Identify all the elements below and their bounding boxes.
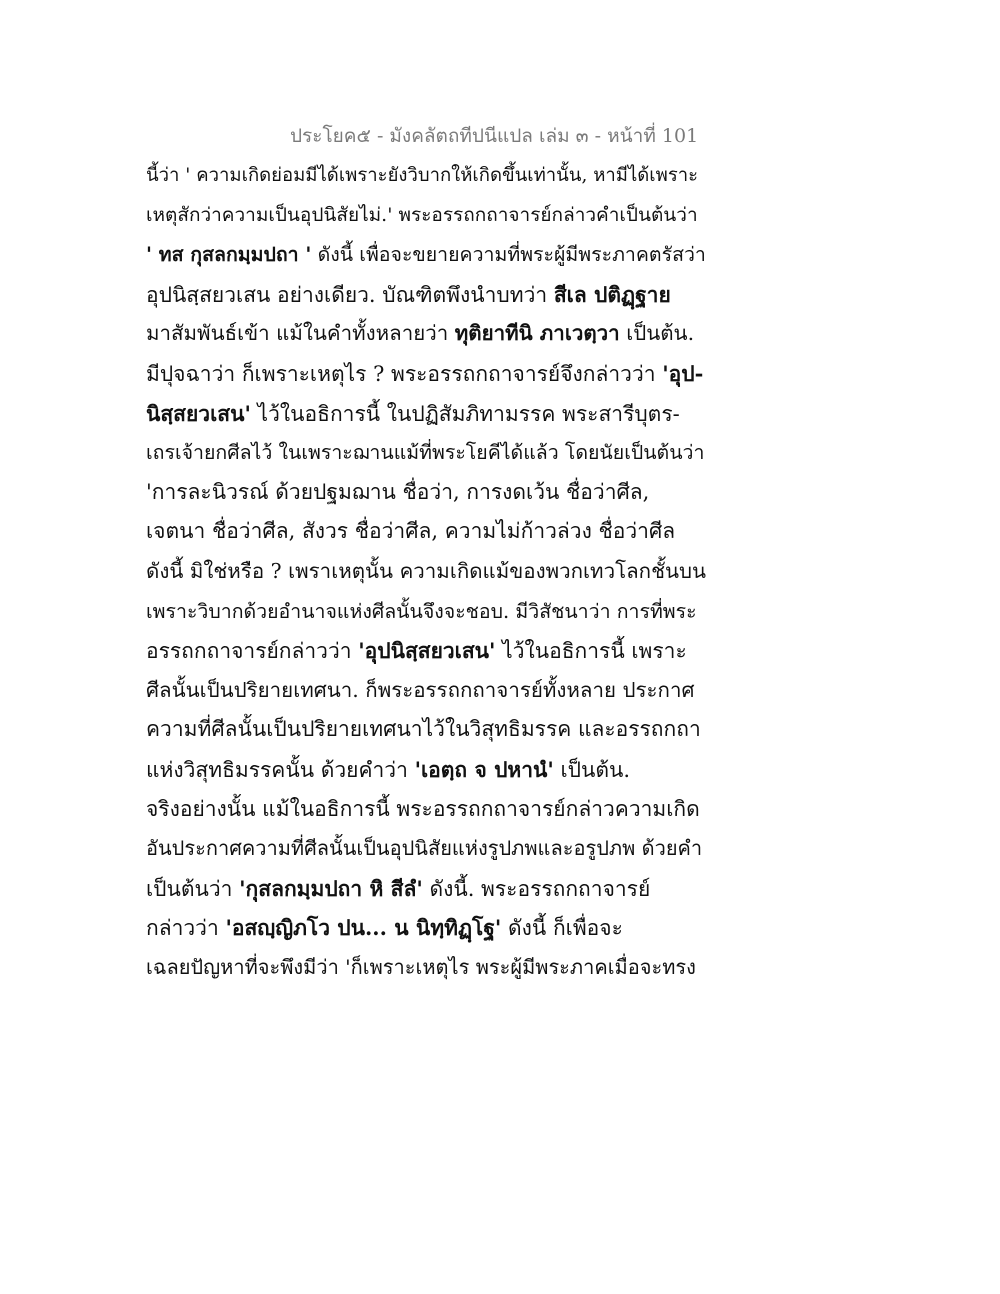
- pali-term: 'อุป-: [662, 360, 704, 386]
- text-line: [146, 790, 706, 830]
- text-run: ไว้ในอธิการนี้ ในปฏิสัมภิทามรรค พระสารีบุตร-: [250, 401, 680, 426]
- pali-term: สีเล ปติฏฺฐาย: [553, 281, 671, 307]
- text-run: ดังนี้ เพื่อจะขยายความที่พระผู้มีพระภาคตรัสว่า: [311, 243, 706, 267]
- text-line: [146, 710, 706, 750]
- text-run: มาสัมพันธ์เข้า แม้ในคำทั้งหลายว่า: [146, 321, 455, 346]
- text-line: [146, 235, 706, 275]
- text-run: จริงอย่างนั้น แม้ในอธิการนี้ พระอรรถกถาจารย์กล่าวความเกิด: [146, 796, 700, 821]
- text-run: เป็นต้น.: [619, 321, 695, 346]
- text-run: เจตนา ชื่อว่าศีล, สังวร ชื่อว่าศีล, ความไม่ก้าวล่วง ชื่อว่าศีล: [146, 519, 676, 544]
- text-line: [146, 433, 706, 473]
- pali-term: ทุติยาทีนิ ภาเวตฺวา: [454, 321, 620, 346]
- pali-term: 'เอตฺถ จ ปหานํ': [414, 756, 554, 782]
- text-line: [146, 156, 706, 196]
- text-run: เพราะวิบากด้วยอำนาจแห่งศีลนั้นจึงจะชอบ. มีวิสัชนาว่า การที่พระ: [146, 599, 697, 623]
- running-head: ประโยค๕ - มังคลัตถทีปนีแปล เล่ม ๓ - หน้าที่ 101: [290, 125, 699, 147]
- text-run: อุปนิสฺสยวเสน อย่างเดียว. บัณฑิตพึงนำบทว่า: [146, 282, 554, 307]
- text-line: [146, 512, 706, 552]
- text-run: เป็นต้นว่า: [146, 876, 240, 901]
- text-run: เถรเจ้ายกศีลไว้ ในเพราะฌานแม้ที่พระโยคีได้แล้ว โดยนัยเป็นต้นว่า: [146, 441, 705, 465]
- text-line: [146, 473, 706, 513]
- text-run: 'การละนิวรณ์ ด้วยปฐมฌาน ชื่อว่า, การงดเว้น ชื่อว่าศีล,: [146, 479, 650, 504]
- text-run: เฉลยปัญหาที่จะพึงมีว่า 'ก็เพราะเหตุไร พระผู้มีพระภาคเมื่อจะทรง: [146, 954, 696, 979]
- pali-term: ' ทส กุสลกมฺมปถา ': [146, 243, 312, 267]
- text-run: มีปุจฉาว่า ก็เพราะเหตุไร ? พระอรรถกถาจารย์จึงกล่าวว่า: [146, 361, 663, 386]
- pali-term: 'อสญฺญิภโว ปน... น นิทฺทิฏฺโฐ': [225, 915, 502, 941]
- text-run: อันประกาศความที่ศีลนั้นเป็นอุปนิสัยแห่งรูปภพและอรูปภพ ด้วยคำ: [146, 836, 703, 861]
- text-line: [146, 750, 706, 790]
- text-line: [146, 829, 706, 869]
- text-run: อรรถกถาจารย์กล่าวว่า: [146, 639, 359, 664]
- pali-term: นิสฺสยวเสน': [146, 400, 251, 426]
- pali-term: 'กุสลกมฺมปถา หิ สีลํ': [239, 875, 423, 901]
- text-line: [146, 948, 706, 988]
- text-run: นี้ว่า ' ความเกิดย่อมมีได้เพราะยังวิบากให้เกิดขึ้นเท่านั้น, หามีได้เพราะ: [146, 165, 699, 186]
- body-text: [146, 156, 706, 987]
- text-line: [146, 552, 706, 592]
- text-line: [146, 394, 706, 434]
- text-run: ดังนี้ มิใช่หรือ ? เพราเหตุนั้น ความเกิดแม้ของพวกเทวโลกชั้นบน: [146, 558, 707, 583]
- text-line: [146, 275, 706, 315]
- text-line: [146, 314, 706, 354]
- text-line: [146, 631, 706, 671]
- text-line: [146, 671, 706, 711]
- text-line: [146, 354, 706, 394]
- text-run: เป็นต้น.: [553, 757, 631, 782]
- text-run: กล่าวว่า: [146, 916, 226, 941]
- text-run: ไว้ในอธิการนี้ เพราะ: [495, 639, 687, 664]
- text-run: ศีลนั้นเป็นปริยายเทศนา. ก็พระอรรถกถาจารย์ทั้งหลาย ประกาศ: [146, 677, 695, 702]
- text-line: [146, 196, 706, 236]
- text-line: [146, 908, 706, 948]
- text-line: [146, 869, 706, 909]
- pali-term: 'อุปนิสฺสยวเสน': [358, 638, 496, 664]
- text-run: แห่งวิสุทธิมรรคนั้น ด้วยคำว่า: [146, 757, 415, 782]
- text-run: ความที่ศีลนั้นเป็นปริยายเทศนาไว้ในวิสุทธิมรรค และอรรถกถา: [146, 717, 701, 742]
- text-run: ดังนี้. พระอรรถกถาจารย์: [422, 876, 651, 901]
- text-line: [146, 592, 706, 632]
- text-run: ดังนี้ ก็เพื่อจะ: [501, 916, 623, 941]
- text-run: เหตุสักว่าความเป็นอุปนิสัยไม่.' พระอรรถกถาจารย์กล่าวคำเป็นต้นว่า: [146, 203, 698, 226]
